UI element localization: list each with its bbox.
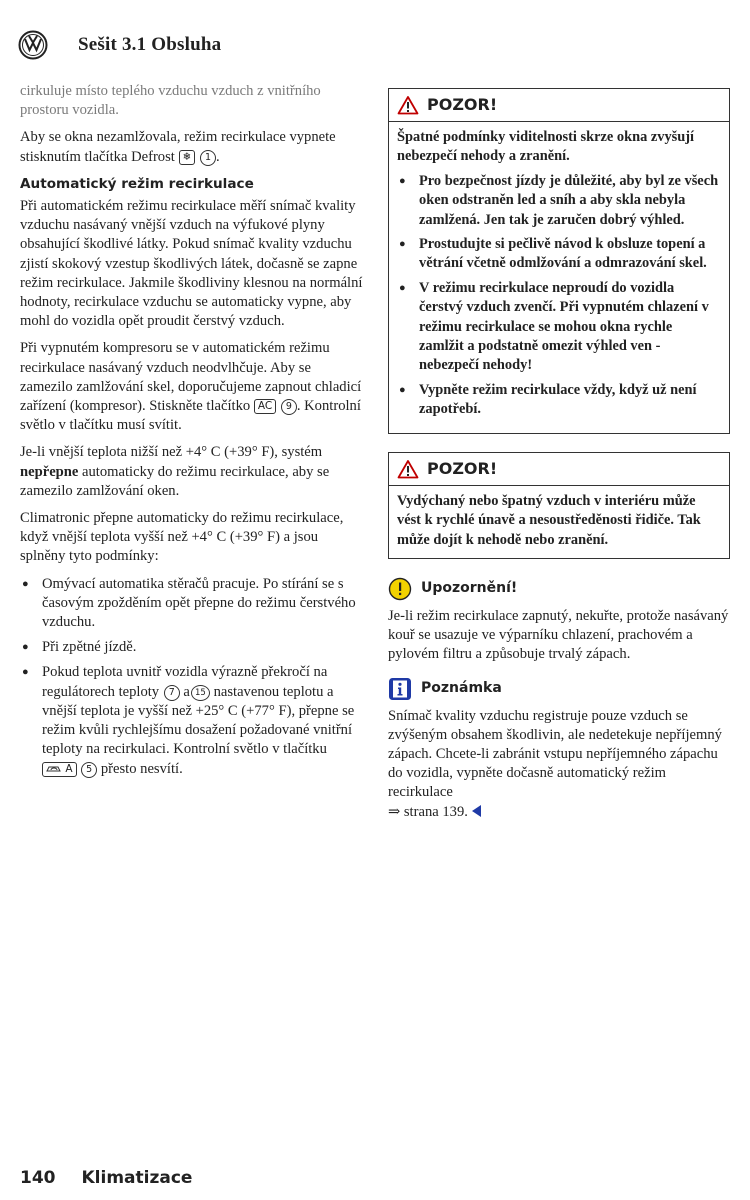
warning-triangle-icon: [397, 459, 419, 479]
auto-recirc-paragraph: Při automatickém režimu recirkulace měří snímač kvality vzduchu nasávaný vnější vzduch na výfukové plyny obsahující škodlivé látky. Pokud snímač kvality vzduchu zjistí skokový vzestup škodlivých látek, dočasně se zapne režim recirkulace. Jakmile škodliviny klesnou na normální hodnoty, recirkulace vzduchu se automaticky vypne, aby mohl do vozidla opět proudit čerstvý vzduch.: [20, 198, 363, 330]
list-item: ● V režimu recirkulace neproudí do vozidla čerstvý vzduch zvenčí. Při vypnutém chlazení v režimu recirkulace se mohou okna rychle zamlžit a podstatně omezit výhled ven - nebezpečí nehody!: [397, 279, 719, 376]
compressor-text: Při vypnutém kompresoru se v automatickém režimu recirkulace nasávaný vzduch neodvlhčuje. Aby se zamezilo zamlžování skel, doporučujeme zapnout chladicí zařízení (kompresor). Stiskněte tlačítko: [20, 340, 362, 415]
warning-title: POZOR!: [427, 459, 498, 479]
warning-header: [389, 453, 729, 486]
list-item: ● Při zpětné jízdě.: [20, 638, 365, 657]
exclamation-circle-icon: [388, 577, 412, 601]
ac-key-icon: AC: [254, 399, 276, 414]
info-icon: [388, 677, 412, 701]
recirc-auto-key-icon: [42, 762, 77, 777]
notice-header: [388, 577, 730, 601]
note-header: [388, 677, 730, 701]
warning-triangle-icon: [397, 95, 419, 115]
chapter-title: Klimatizace: [81, 1168, 193, 1188]
note-text: Snímač kvality vzduchu registruje pouze vzduch se zvýšeným obsahem škodlivin, ale nedetekuje nepříjemný zápach. Chcete-li zabránit vstupu nepříjemného zápachu do vozidla, vypněte dočasně automatický režim recirkulace: [388, 707, 722, 801]
notice-title: Upozornění!: [421, 580, 518, 597]
notice-text: Je-li režim recirkulace zapnutý, nekuřte, protože nasávaný kouř se usazuje ve výparníku chlazení, prachovém a pylovém filtru a způsobuje trvalý zápach.: [388, 607, 729, 663]
warning-body: [389, 122, 729, 433]
warning-header: [389, 89, 729, 122]
climatronic-paragraph: Climatronic přepne automaticky do režimu recirkulace, když vnější teplota vyšší než +4° C (+39° F) a jsou splněny tyto podmínky:: [20, 510, 344, 565]
page-number: 140: [20, 1168, 56, 1188]
compressor-end: . Kontrolní světlo v tlačítku musí svítit.: [20, 398, 361, 434]
vw-logo-icon: [18, 30, 48, 60]
list-item: ● Vypněte režim recirkulace vždy, když už není zapotřebí.: [397, 381, 719, 420]
defrost-paragraph: [20, 128, 365, 166]
callout-7: 7: [164, 685, 180, 701]
page-reference-link[interactable]: ⇒ strana 139.: [388, 803, 468, 820]
list-item: ● Omývací automatika stěračů pracuje. Po stírání se s časovým zpožděním opět přepne do režimu čerstvého vzduchu.: [20, 575, 365, 633]
note-paragraph: [388, 707, 730, 822]
list-item: ● Prostudujte si pečlivě návod k obsluze topení a větrání včetně odmlžování a odmrazování skel.: [397, 235, 719, 274]
note-title: Poznámka: [421, 679, 502, 696]
callout-15: 15: [191, 685, 210, 701]
bullet3-and: a: [183, 683, 190, 700]
warning-box-air: [388, 452, 730, 559]
warning-intro: Špatné podmínky viditelnosti skrze okna zvyšují nebezpečí nehody a zranění.: [397, 129, 695, 165]
compressor-paragraph: [20, 339, 365, 435]
defrost-end: .: [215, 148, 220, 165]
defrost-key-icon: ❄: [179, 150, 196, 165]
warning-box-visibility: [388, 88, 730, 434]
warning-list: [397, 172, 719, 420]
page-header: [18, 28, 221, 62]
car-recirculation-icon: [46, 763, 62, 773]
list-item: ● Pro bezpečnost jízdy je důležité, aby byl ze všech oken odstraněn led a sníh a aby skla nebyla zamlžená. Jen tak je zaručen dobrý výhled.: [397, 172, 719, 230]
warning-title: POZOR!: [427, 95, 498, 115]
list-item: [20, 663, 365, 778]
intro-paragraph: cirkuluje místo teplého vzduchu vzduch z vnitřního prostoru vozidla.: [20, 83, 321, 119]
warning-text: Vydýchaný nebo špatný vzduch v interiéru může vést k rychlé únavě a nesoustředěnosti řidiče. Tak může dojít k nehodě nebo zranění.: [397, 492, 701, 548]
temperature-bold: nepřepne: [20, 463, 79, 480]
bullet3-text-a: Pokud teplota uvnitř vozidla výrazně překročí na regulátorech teploty: [42, 664, 328, 700]
recirc-key-label: A: [65, 762, 73, 775]
conditions-list: [20, 575, 365, 779]
temperature-paragraph: [20, 443, 365, 501]
end-of-section-icon: [472, 805, 481, 817]
right-column: [388, 88, 730, 834]
defrost-text: Aby se okna nezamlžovala, režim recirkulace vypnete stisknutím tlačítka Defrost: [20, 129, 336, 165]
warning-body: [389, 486, 729, 558]
temperature-text-b: automaticky do režimu recirkulace, aby se zamezilo zamlžování oken.: [20, 463, 330, 499]
page-footer: [20, 1168, 192, 1188]
bullet3-text-b: nastavenou teplotu a vnější teplota je vyšší než +25° C (+77° F), přepne se režim kvůli rychlejšímu dosažení požadované vnitřní teploty na recirkulaci. Kontrolní světlo v tlačítku: [42, 683, 355, 758]
section-heading: Automatický režim recirkulace: [20, 175, 254, 192]
callout-1: 1: [200, 150, 216, 166]
bullet3-end: přesto nesvítí.: [100, 760, 183, 777]
callout-5: 5: [81, 762, 97, 778]
callout-9: 9: [281, 399, 297, 415]
left-column: [20, 82, 365, 787]
temperature-text-a: Je-li vnější teplota nižší než +4° C (+39° F), systém: [20, 444, 323, 461]
page-title: Sešit 3.1 Obsluha: [78, 34, 222, 55]
